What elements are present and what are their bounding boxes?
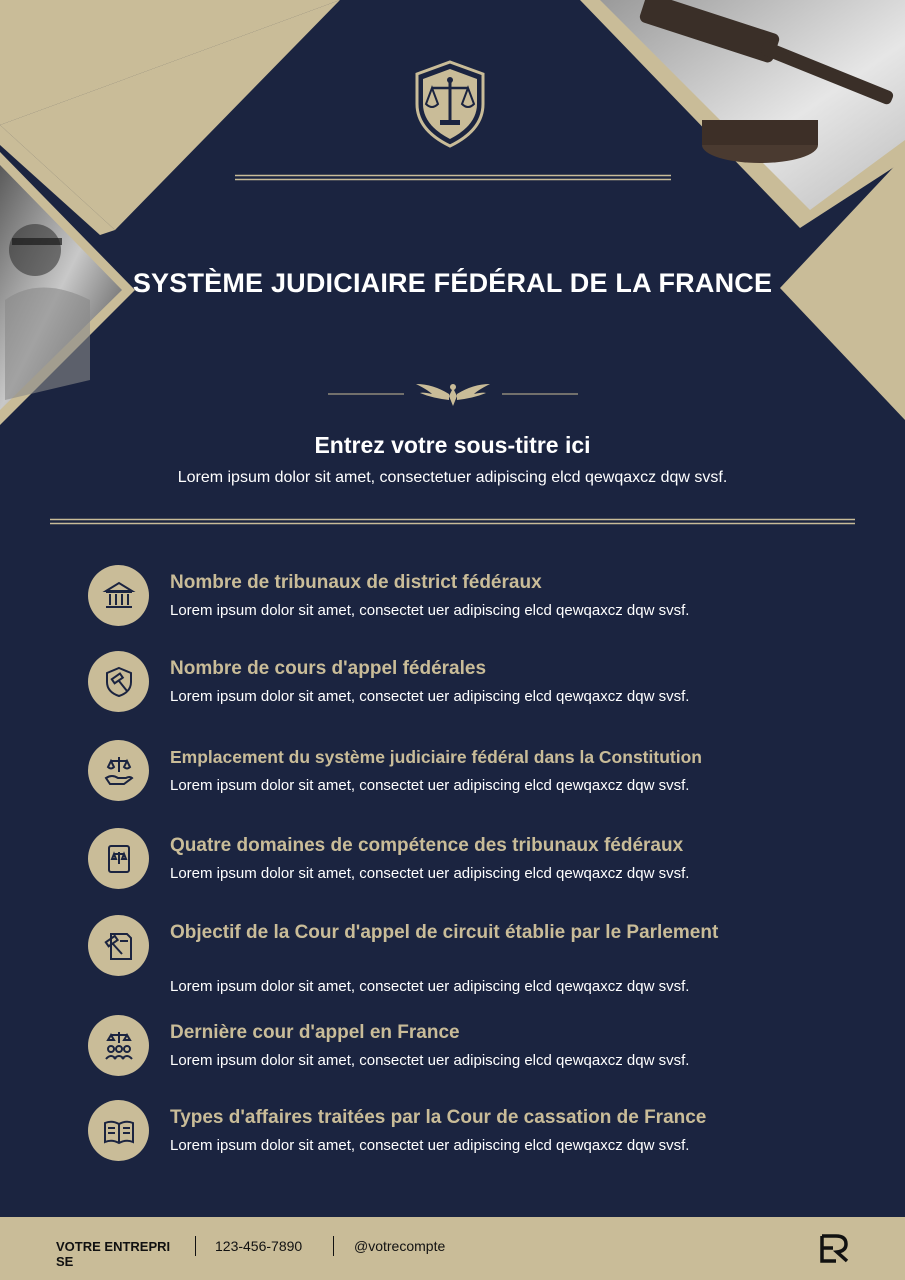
intro-text: Lorem ipsum dolor sit amet, consectetuer adipiscing elcd qewqaxcz dqw svsf. xyxy=(177,469,728,486)
item-heading: Nombre de tribunaux de district fédéraux xyxy=(170,572,542,593)
top-divider xyxy=(235,174,671,181)
footer xyxy=(0,1217,905,1280)
item-text: Lorem ipsum dolor sit amet, consectet uer adipiscing elcd qewqaxcz dqw svsf. xyxy=(170,688,690,705)
eagle-divider xyxy=(328,378,578,408)
hand-scales-icon xyxy=(88,740,149,801)
item-text: Lorem ipsum dolor sit amet, consectet uer adipiscing elcd qewqaxcz dqw svsf. xyxy=(170,978,690,995)
item-text: Lorem ipsum dolor sit amet, consectet uer adipiscing elcd qewqaxcz dqw svsf. xyxy=(170,865,690,882)
item-text: Lorem ipsum dolor sit amet, consectet uer adipiscing elcd qewqaxcz dqw svsf. xyxy=(170,1137,690,1154)
subtitle: Entrez votre sous-titre ici xyxy=(314,432,591,458)
gavel-document-icon xyxy=(88,915,149,976)
item-text: Lorem ipsum dolor sit amet, consectet uer adipiscing elcd qewqaxcz dqw svsf. xyxy=(170,1052,690,1069)
footer-separator xyxy=(195,1236,196,1256)
eagle-icon xyxy=(416,384,490,406)
social-handle: @votrecompte xyxy=(354,1238,446,1254)
item-heading: Types d'affaires traitées par la Cour de cassation de France xyxy=(170,1107,707,1128)
courthouse-icon xyxy=(88,565,149,626)
item-heading: Dernière cour d'appel en France xyxy=(170,1022,460,1043)
brand-logo-icon xyxy=(820,1233,850,1263)
scales-people-icon xyxy=(88,1015,149,1076)
footer-separator xyxy=(333,1236,334,1256)
phone-number: 123-456-7890 xyxy=(215,1238,303,1254)
open-book-icon xyxy=(88,1100,149,1161)
law-book-icon xyxy=(88,828,149,889)
item-heading: Quatre domaines de compétence des tribunaux fédéraux xyxy=(170,835,684,856)
item-text: Lorem ipsum dolor sit amet, consectet uer adipiscing elcd qewqaxcz dqw svsf. xyxy=(170,777,690,794)
gavel-shield-icon xyxy=(88,651,149,712)
item-heading: Objectif de la Cour d'appel de circuit établie par le Parlement xyxy=(170,922,719,943)
section-divider xyxy=(50,518,855,525)
page-title: SYSTÈME JUDICIAIRE FÉDÉRAL DE LA FRANCE xyxy=(132,268,773,298)
scales-shield-logo xyxy=(413,60,487,148)
item-text: Lorem ipsum dolor sit amet, consectet uer adipiscing elcd qewqaxcz dqw svsf. xyxy=(170,602,690,619)
item-heading: Emplacement du système judiciaire fédéral dans la Constitution xyxy=(170,747,702,767)
item-heading: Nombre de cours d'appel fédérales xyxy=(170,658,487,679)
company-name: VOTRE ENTREPRISE xyxy=(56,1239,171,1269)
